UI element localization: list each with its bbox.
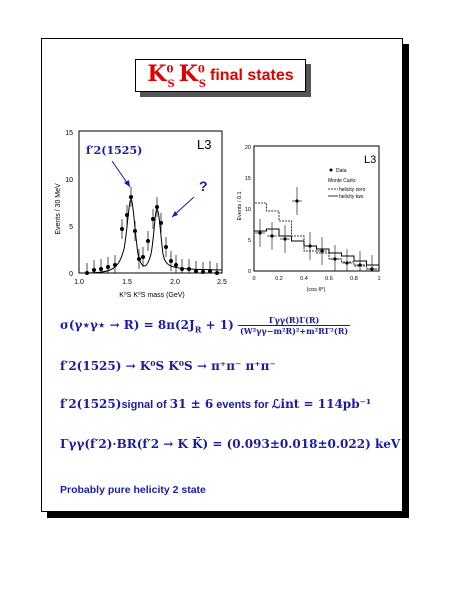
legend-h0: helicity zero: [339, 187, 366, 193]
helicity-data-point: [270, 234, 273, 237]
mass-data-point: [125, 213, 129, 217]
question-mark-label: ?: [199, 178, 208, 194]
mass-xtick: 2.5: [217, 279, 227, 286]
helicity-data-point: [258, 231, 261, 234]
mass-data-point: [99, 267, 103, 271]
helicity-xtick: 0: [252, 276, 256, 282]
mass-ytick: 15: [65, 130, 73, 137]
mass-data-point: [133, 229, 137, 233]
helicity-data-point: [370, 267, 373, 270]
mass-data-point: [146, 239, 150, 243]
mass-spectrum-plot: [42, 119, 242, 309]
helicity-xtick: 0.4: [300, 276, 308, 282]
helicity-xtick: 0.2: [275, 276, 283, 282]
helicity-data-point: [295, 199, 298, 202]
mass-plot-ylabel: Events / 30 MeV: [55, 183, 62, 235]
mass-data-point: [120, 227, 124, 231]
helicity-data-point: [283, 237, 286, 240]
mass-data-point: [180, 267, 184, 271]
mass-data-point: [92, 268, 96, 272]
helicity-ytick: 5: [247, 238, 251, 244]
signal-statement: f′2(1525)signal of 31 ± 6 events for ℒint = 114pb⁻¹: [60, 397, 372, 411]
mass-data-point: [215, 271, 219, 275]
mass-fit-curve: [79, 199, 222, 273]
helicity-note: Probably pure helicity 2 state: [60, 484, 206, 496]
mass-data-point: [187, 267, 191, 271]
mass-data-point: [201, 270, 205, 274]
mass-data-point: [159, 221, 163, 225]
mass-xtick: 1.0: [74, 279, 84, 286]
helicity-ytick: 15: [244, 176, 251, 182]
mass-plot-detector: L3: [197, 137, 212, 152]
mass-data-point: [106, 265, 110, 269]
title-kaon-1: $K^0_S$: [147, 61, 175, 90]
slide: [41, 38, 403, 512]
title-kaon-2: $K^0_S$: [178, 61, 207, 90]
legend-data-marker: [330, 169, 333, 172]
helicity-xtick: 0.8: [350, 276, 358, 282]
helicity-plot-detector: L3: [364, 154, 377, 166]
width-branching-equation: Γγγ(f′2)·BR(f′2 → K K̄) = (0.093±0.018±0.022) keV: [60, 437, 401, 451]
mass-ytick: 5: [69, 224, 73, 231]
mass-data-point: [169, 259, 173, 263]
helicity-data-point: [320, 249, 323, 252]
f2-peak-label: f′2(1525): [86, 144, 143, 157]
mass-xtick: 1.5: [122, 279, 132, 286]
mass-ytick: 10: [65, 177, 73, 184]
mass-data-point: [141, 255, 145, 259]
decay-chain-equation: f′2(1525) → K⁰S K⁰S → π⁺π⁻ π⁺π⁻: [60, 359, 276, 373]
helicity-data-point: [308, 244, 311, 247]
mass-data-point: [151, 217, 155, 221]
helicity-xtick: 1: [377, 276, 381, 282]
mass-data-point: [137, 257, 141, 261]
helicity-ytick: 20: [244, 145, 251, 151]
mass-data-point: [194, 269, 198, 273]
mass-data-points: [85, 187, 219, 275]
legend-mc: Monte Carlo:: [328, 178, 357, 184]
mass-data-point: [174, 263, 178, 267]
title-text: final states: [210, 66, 294, 84]
mass-data-point: [155, 205, 159, 209]
cross-section-equation: σ(γ⋆γ⋆ → $R) = 8\pi(2J_R + 1)$ $\frac{\text{Γγγ(R)Γ(R)}}{\text{(W²γγ−m²R)²+m²RΓ²(R)}}$: [60, 315, 349, 336]
mass-data-point: [164, 245, 168, 249]
legend-h2: helicity two: [339, 194, 364, 200]
mass-xtick: 2.0: [170, 279, 180, 286]
mass-data-point: [85, 271, 89, 275]
legend-data: Data: [336, 168, 347, 174]
helicity-plot-ylabel: Events / 0.1: [237, 191, 243, 221]
helicity-data-point: [333, 257, 336, 260]
mass-plot-xlabel: K⁰S K⁰S mass (GeV): [119, 292, 185, 299]
helicity-plot-xlabel: |cos θ*|: [306, 287, 326, 293]
slide-title: [135, 59, 306, 92]
helicity-ytick: 10: [244, 207, 251, 213]
mass-data-point: [129, 195, 133, 199]
helicity-plot: [234, 141, 394, 311]
peak-arrow-head: [124, 180, 130, 187]
helicity-data-point: [345, 261, 348, 264]
helicity-xtick: 0.6: [325, 276, 333, 282]
mass-data-point: [208, 269, 212, 273]
mass-data-point: [113, 263, 117, 267]
helicity-data-point: [358, 263, 361, 266]
mass-ytick: 0: [69, 271, 73, 278]
helicity-ytick: 0: [247, 269, 251, 275]
